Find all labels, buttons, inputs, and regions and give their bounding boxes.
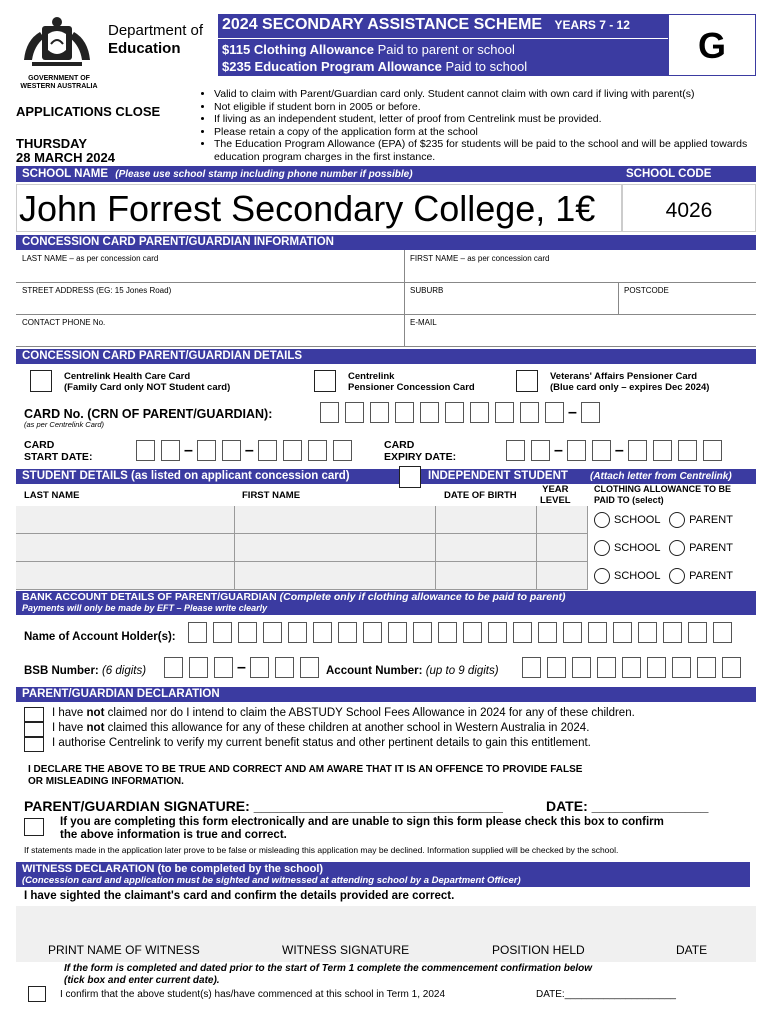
parent-radio[interactable] — [669, 540, 685, 556]
suburb-field[interactable]: SUBURB — [410, 286, 444, 295]
bullet-item: • Not eligible if student born in 2005 or before. — [214, 101, 756, 114]
abstudy-checkbox[interactable] — [24, 707, 44, 722]
bullet-item: • If living as an independent student, letter of proof from Centrelink must be provided. — [214, 113, 756, 126]
pensioner-card-line2: Pensioner Concession Card — [348, 382, 475, 393]
contact-phone-field[interactable]: CONTACT PHONE No. — [22, 318, 106, 327]
entry-digit-box[interactable] — [697, 657, 716, 678]
header-divider — [218, 38, 668, 39]
clothing-paid-to-row — [594, 512, 733, 528]
entry-digit-box[interactable] — [653, 440, 672, 461]
position-held-label: POSITION HELD — [492, 943, 585, 957]
card-number-note: (as per Centrelink Card) — [24, 420, 105, 429]
epa-title: $235 Education Program Allowance — [222, 59, 442, 74]
epa-text: Paid to school — [445, 59, 528, 74]
entry-digit-box[interactable] — [263, 622, 282, 643]
parent-option-label: PARENT — [689, 569, 733, 582]
declaration-header: PARENT/GUARDIAN DECLARATION — [16, 687, 756, 702]
school-option-label: SCHOOL — [614, 569, 661, 582]
pensioner-card-label — [348, 371, 475, 393]
school-code-label: SCHOOL CODE — [626, 168, 712, 180]
start-date-dash: – — [184, 441, 193, 459]
entry-digit-box[interactable] — [672, 657, 691, 678]
first-name-field[interactable]: FIRST NAME – as per concession card — [410, 254, 550, 263]
entry-digit-box[interactable] — [313, 622, 332, 643]
declaration-line2: I have not claimed this allowance for any of these children at another school in Western Australia in 2024. — [52, 722, 590, 734]
veterans-card-line2: (Blue card only – expires Dec 2024) — [550, 382, 710, 393]
entry-digit-box[interactable] — [470, 402, 489, 423]
postcode-field[interactable]: POSTCODE — [624, 286, 669, 295]
entry-digit-box[interactable] — [688, 622, 707, 643]
entry-digit-box[interactable] — [588, 622, 607, 643]
entry-digit-box[interactable] — [581, 402, 600, 423]
term1-line1: If the form is completed and dated prior to the start of Term 1 complete the commencement confirmation below — [64, 963, 593, 974]
card-start-date-boxes[interactable] — [136, 440, 358, 461]
entry-digit-box[interactable] — [597, 657, 616, 678]
entry-digit-box[interactable] — [300, 657, 319, 678]
student-year-cell[interactable] — [537, 534, 588, 562]
card-start-line1: CARD — [24, 439, 55, 451]
entry-digit-box[interactable] — [308, 440, 327, 461]
clothing-allowance-title: $115 Clothing Allowance — [222, 42, 374, 57]
school-radio[interactable] — [594, 540, 610, 556]
concession-info-header: CONCESSION CARD PARENT/GUARDIAN INFORMATION — [16, 235, 756, 250]
bsb-boxes[interactable] — [164, 657, 325, 678]
entry-digit-box[interactable] — [495, 402, 514, 423]
bsb-label — [24, 665, 146, 677]
health-care-card-checkbox[interactable] — [30, 370, 52, 392]
veterans-card-label — [550, 371, 709, 393]
concession-info-grid — [16, 250, 756, 346]
entry-digit-box[interactable] — [545, 402, 564, 423]
school-radio[interactable] — [594, 512, 610, 528]
col-clothing-line1: CLOTHING ALLOWANCE TO BE — [594, 484, 731, 494]
health-care-card-line1: Centrelink Health Care Card — [64, 371, 191, 382]
student-dob-cell[interactable] — [436, 534, 537, 562]
entry-digit-box[interactable] — [713, 622, 732, 643]
scheme-years: YEARS 7 - 12 — [554, 18, 630, 32]
bullet-item: • Valid to claim with Parent/Guardian card only. Student cannot claim with own card if living with parent(s) — [214, 88, 756, 101]
card-expiry-line1: CARD — [384, 439, 415, 451]
department-line2: Education — [108, 40, 181, 57]
account-number-note: (up to 9 digits) — [425, 665, 499, 677]
last-name-field[interactable]: LAST NAME – as per concession card — [22, 254, 159, 263]
street-address-field[interactable]: STREET ADDRESS (EG: 15 Jones Road) — [22, 286, 172, 295]
entry-digit-box[interactable] — [567, 440, 586, 461]
school-name-field[interactable] — [16, 184, 622, 232]
entry-digit-box[interactable] — [388, 622, 407, 643]
entry-digit-box[interactable] — [613, 622, 632, 643]
electronic-confirm-checkbox[interactable] — [24, 818, 44, 836]
student-first-name-cell[interactable] — [235, 506, 436, 534]
card-number-boxes[interactable] — [320, 402, 606, 423]
declare-line1: I DECLARE THE ABOVE TO BE TRUE AND CORRECT AND AM AWARE THAT IT IS AN OFFENCE TO PROVIDE FALSE — [28, 764, 583, 775]
signature-date-line[interactable]: DATE: _______________ — [546, 798, 709, 814]
card-start-date-label — [24, 439, 92, 463]
department-name — [108, 22, 203, 58]
entry-digit-box[interactable] — [197, 440, 216, 461]
school-code-value: 4026 — [665, 199, 713, 222]
commencement-checkbox[interactable] — [28, 986, 46, 1002]
col-first-name: FIRST NAME — [242, 490, 301, 501]
entry-digit-box[interactable] — [506, 440, 525, 461]
card-expiry-date-label — [384, 439, 456, 463]
school-name-note: (Please use school stamp including phone number if possible) — [115, 169, 413, 180]
electronic-confirm-line2: the above information is true and correct. — [60, 829, 287, 841]
entry-digit-box[interactable] — [638, 622, 657, 643]
parent-option-label: PARENT — [689, 541, 733, 554]
form-letter-box — [668, 14, 756, 76]
col-year-level — [540, 484, 571, 506]
entry-digit-box[interactable] — [547, 657, 566, 678]
entry-digit-box[interactable] — [445, 402, 464, 423]
school-option-label: SCHOOL — [614, 541, 661, 554]
student-dob-cell[interactable] — [436, 506, 537, 534]
clothing-paid-to-row — [594, 568, 733, 584]
pensioner-card-checkbox[interactable] — [314, 370, 336, 392]
school-name-header — [16, 166, 624, 182]
card-number-label: CARD No. (CRN OF PARENT/GUARDIAN): — [24, 407, 273, 421]
expiry-date-dash: – — [554, 441, 563, 459]
entry-digit-box[interactable] — [463, 622, 482, 643]
school-code-field[interactable] — [622, 184, 756, 232]
department-crest-logo — [18, 14, 96, 76]
witness-signature-label: WITNESS SIGNATURE — [282, 943, 410, 957]
witness-title: WITNESS DECLARATION (to be completed by the school) — [22, 863, 324, 875]
parent-option-label: PARENT — [689, 513, 733, 526]
entry-digit-box[interactable] — [320, 402, 339, 423]
bullet-item: • The Education Program Allowance (EPA) of $235 for students will be paid to the school and will be applied towards education program charges in the first instance. — [214, 138, 756, 163]
entry-digit-box[interactable] — [283, 440, 302, 461]
col-clothing-paid-to — [594, 484, 731, 506]
witness-header — [16, 862, 750, 887]
student-details-header — [16, 469, 756, 484]
entry-digit-box[interactable] — [628, 440, 647, 461]
electronic-confirm-line1: If you are completing this form electronically and are unable to sign this form please check this box to confirm — [60, 816, 664, 828]
entry-digit-box[interactable] — [333, 440, 352, 461]
eligibility-bullets — [200, 88, 756, 163]
entry-digit-box[interactable] — [413, 622, 432, 643]
col-date-of-birth: DATE OF BIRTH — [444, 490, 517, 501]
entry-digit-box[interactable] — [678, 440, 697, 461]
col-year-line1: YEAR — [542, 484, 569, 495]
concession-details-header: CONCESSION CARD PARENT/GUARDIAN DETAILS — [16, 349, 756, 364]
start-date-dash: – — [244, 441, 254, 459]
entry-digit-box[interactable] — [363, 622, 382, 643]
declare-line2: OR MISLEADING INFORMATION. — [28, 776, 184, 787]
email-field[interactable]: E-MAIL — [410, 318, 437, 327]
entry-digit-box[interactable] — [722, 657, 741, 678]
entry-digit-box[interactable] — [420, 402, 439, 423]
student-last-name-cell[interactable] — [16, 534, 235, 562]
account-number-label — [326, 665, 499, 677]
school-code-header — [622, 166, 756, 182]
form-letter: G — [697, 25, 726, 66]
account-number-boxes[interactable] — [522, 657, 747, 678]
student-first-name-cell[interactable] — [235, 562, 436, 590]
bank-details-title: BANK ACCOUNT DETAILS OF PARENT/GUARDIAN — [22, 591, 277, 603]
entry-digit-box[interactable] — [572, 657, 591, 678]
applications-close-label: APPLICATIONS CLOSE — [16, 104, 161, 119]
entry-digit-box[interactable] — [538, 622, 557, 643]
bsb-label-text: BSB Number: — [24, 665, 99, 677]
entry-digit-box[interactable] — [703, 440, 722, 461]
veterans-card-line1: Veterans' Affairs Pensioner Card — [550, 371, 698, 382]
entry-digit-box[interactable] — [275, 657, 294, 678]
term1-line2: (tick box and enter current date). — [64, 975, 220, 986]
clothing-allowance-text: Paid to parent or school — [377, 42, 515, 57]
entry-digit-box[interactable] — [136, 440, 155, 461]
signature-line[interactable]: PARENT/GUARDIAN SIGNATURE: ________________________________ — [24, 798, 503, 814]
applications-close-date: 28 MARCH 2024 — [16, 150, 115, 165]
centrelink-authorise-checkbox[interactable] — [24, 737, 44, 752]
card-number-dash: – — [568, 403, 577, 421]
declaration-line1: I have not claimed nor do I intend to claim the ABSTUDY School Fees Allowance in 2024 for any of these children. — [52, 707, 635, 719]
entry-digit-box[interactable] — [161, 440, 180, 461]
gov-line2: WESTERN AUSTRALIA — [20, 83, 98, 90]
entry-digit-box[interactable] — [188, 622, 207, 643]
col-year-line2: LEVEL — [540, 495, 571, 506]
health-care-card-line2: (Family Card only NOT Student card) — [64, 382, 231, 393]
independent-student-note: (Attach letter from Centrelink) — [590, 471, 732, 482]
bank-details-note: (Complete only if clothing allowance to be paid to parent) — [279, 591, 566, 603]
entry-digit-box[interactable] — [531, 440, 550, 461]
entry-digit-box[interactable] — [250, 657, 269, 678]
clothing-paid-to-row — [594, 540, 733, 556]
entry-digit-box[interactable] — [592, 440, 611, 461]
misleading-warning: If statements made in the application later prove to be false or misleading this application may be declined. Information supplied will be checked by the school. — [24, 845, 619, 855]
veterans-card-checkbox[interactable] — [516, 370, 538, 392]
student-dob-cell[interactable] — [436, 562, 537, 590]
student-details-title: STUDENT DETAILS (as listed on applicant concession card) — [22, 470, 350, 482]
entry-digit-box[interactable] — [258, 440, 277, 461]
witness-date-label: DATE — [676, 943, 708, 957]
student-first-name-cell[interactable] — [235, 534, 436, 562]
parent-radio[interactable] — [669, 512, 685, 528]
entry-digit-box[interactable] — [395, 402, 414, 423]
witness-subtitle: (Concession card and application must be sighted and witnessed at attending school by a Department Officer) — [22, 875, 521, 886]
account-number-text: Account Number: — [326, 665, 423, 677]
scheme-title: 2024 SECONDARY ASSISTANCE SCHEME — [222, 16, 543, 33]
entry-digit-box[interactable] — [438, 622, 457, 643]
declaration-line3: I authorise Centrelink to verify my current benefit status and other pertinent details to gain this entitlement. — [52, 737, 591, 749]
school-name-label: SCHOOL NAME — [22, 168, 109, 180]
scheme-header-panel — [218, 14, 756, 76]
eft-note: Payments will only be made by EFT – Please write clearly — [22, 603, 268, 613]
entry-digit-box[interactable] — [622, 657, 641, 678]
account-holder-label: Name of Account Holder(s): — [24, 631, 176, 643]
entry-digit-box[interactable] — [370, 402, 389, 423]
bsb-note: (6 digits) — [101, 665, 147, 677]
student-last-name-cell[interactable] — [16, 506, 235, 534]
card-expiry-date-boxes[interactable] — [506, 440, 728, 461]
entry-digit-box[interactable] — [222, 440, 241, 461]
print-name-witness-label: PRINT NAME OF WITNESS — [48, 943, 200, 957]
entry-digit-box[interactable] — [345, 402, 364, 423]
account-holder-boxes[interactable] — [188, 622, 738, 643]
entry-digit-box[interactable] — [213, 622, 232, 643]
entry-digit-box[interactable] — [647, 657, 666, 678]
parent-radio[interactable] — [669, 568, 685, 584]
entry-digit-box[interactable] — [214, 657, 233, 678]
expiry-date-dash: – — [614, 441, 624, 459]
witness-sighted-text: I have sighted the claimant's card and confirm the details provided are correct. — [24, 890, 455, 902]
independent-student-title: INDEPENDENT STUDENT — [428, 470, 568, 482]
entry-digit-box[interactable] — [488, 622, 507, 643]
entry-digit-box[interactable] — [338, 622, 357, 643]
entry-digit-box[interactable] — [513, 622, 532, 643]
col-clothing-line2: PAID TO (select) — [594, 495, 664, 505]
entry-digit-box[interactable] — [189, 657, 208, 678]
bsb-dash: – — [237, 658, 246, 676]
entry-digit-box[interactable] — [522, 657, 541, 678]
commencement-confirm-text: I confirm that the above student(s) has/have commenced at this school in Term 1, 2024 — [60, 989, 446, 1000]
student-year-cell[interactable] — [537, 562, 588, 590]
gov-line1: GOVERNMENT OF — [28, 75, 90, 82]
bank-details-header — [16, 591, 756, 615]
other-school-checkbox[interactable] — [24, 722, 44, 737]
col-last-name: LAST NAME — [24, 490, 80, 501]
school-option-label: SCHOOL — [614, 513, 661, 526]
department-line1: Department of — [108, 22, 204, 39]
declare-statement — [28, 764, 582, 788]
school-radio[interactable] — [594, 568, 610, 584]
entry-digit-box[interactable] — [520, 402, 539, 423]
bullet-item: • Please retain a copy of the application form at the school — [214, 126, 756, 139]
commencement-date-field[interactable]: DATE:____________________ — [536, 989, 676, 1000]
school-name-value: John Forrest Secondary College, 1€ — [19, 188, 596, 229]
government-label — [14, 75, 104, 91]
health-care-card-label — [64, 371, 230, 393]
entry-digit-box[interactable] — [164, 657, 183, 678]
student-year-cell[interactable] — [537, 506, 588, 534]
card-expiry-line2: EXPIRY DATE: — [384, 451, 457, 463]
pensioner-card-line1: Centrelink — [348, 371, 395, 382]
entry-digit-box[interactable] — [238, 622, 257, 643]
card-start-line2: START DATE: — [24, 451, 93, 463]
applications-close-day: THURSDAY — [16, 136, 88, 151]
entry-digit-box[interactable] — [663, 622, 682, 643]
term1-instruction — [64, 963, 592, 987]
entry-digit-box[interactable] — [288, 622, 307, 643]
entry-digit-box[interactable] — [563, 622, 582, 643]
electronic-confirm-text — [60, 816, 664, 842]
student-last-name-cell[interactable] — [16, 562, 235, 590]
student-table — [16, 484, 756, 590]
